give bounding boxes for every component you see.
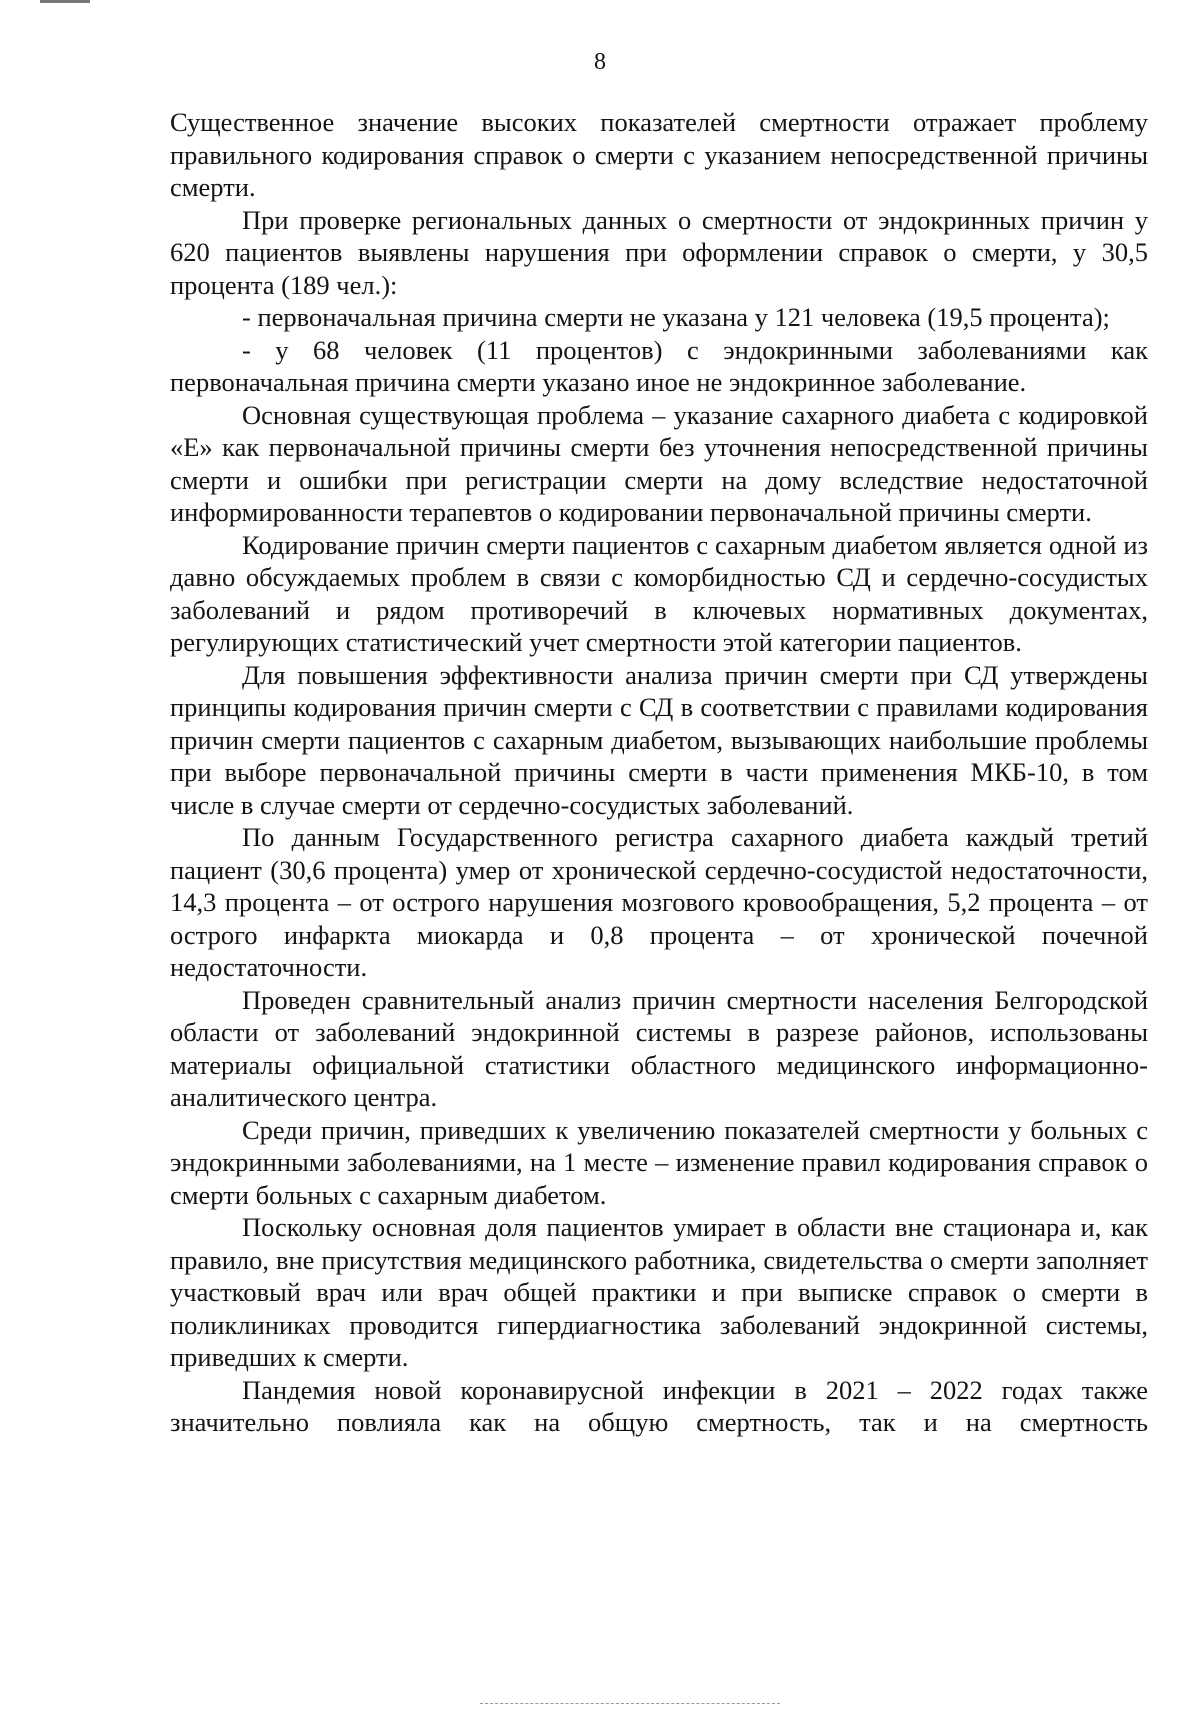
paragraph-9: Поскольку основная доля пациентов умирает в области вне стационара и, как правило, вне присутствия медицинского работника, свидетельства о смерти заполняет участковый врач или врач общей практики и при выписке справок о смерти в поликлиниках проводится гипердиагностика заболеваний эндокринной системы, приведших к смерти. — [170, 1212, 1148, 1372]
scan-edge-mark-bottom — [480, 1703, 780, 1706]
paragraph-4: Кодирование причин смерти пациентов с сахарным диабетом является одной из давно обсуждаемых проблем в связи с коморбидностью СД и сердечно-сосудистых заболеваний и рядом противоречий в ключевых нормативных документах, регулирующих статистический учет смертности этой категории пациентов. — [170, 529, 1148, 657]
paragraph-8: Среди причин, приведших к увеличению показателей смертности у больных с эндокринными заболеваниями, на 1 месте – изменение правил кодирования справок о смерти больных с сахарным диабетом. — [170, 1114, 1148, 1210]
list-item-1: - первоначальная причина смерти не указана у 121 человека (19,5 процента); — [242, 302, 1110, 332]
paragraph-3: Основная существующая проблема – указание сахарного диабета с кодировкой «Е» как первоначальной причины смерти без уточнения непосредственной причины смерти и ошибки при регистрации смерти на дому вследствие недостаточной информированности терапевтов о кодировании первоначальной причины смерти. — [170, 399, 1148, 527]
paragraph-5: Для повышения эффективности анализа причин смерти при СД утверждены принципы кодирования причин смерти с СД в соответствии с правилами кодирования причин смерти пациентов с сахарным диабетом, вызывающих наибольшие проблемы при выборе первоначальной причины смерти в части применения МКБ-10, в том числе в случае смерти от сердечно-сосудистых заболеваний. — [170, 659, 1148, 820]
scan-edge-mark — [40, 0, 90, 3]
paragraph-2: При проверке региональных данных о смертности от эндокринных причин у 620 пациентов выявлены нарушения при оформлении справок о смерти, у 30,5 процента (189 чел.): — [170, 204, 1148, 300]
paragraph-6: По данным Государственного регистра сахарного диабета каждый третий пациент (30,6 процента) умер от хронической сердечно-сосудистой недостаточности, 14,3 процента – от острого нарушения мозгового кровообращения, 5,2 процента – от острого инфаркта миокарда и 0,8 процента – от хронической почечной недостаточности. — [170, 822, 1148, 982]
page-number: 8 — [594, 49, 606, 75]
paragraph-1: Существенное значение высоких показателей смертности отражает проблему правильного кодирования справок о смерти с указанием непосредственной причины смерти. — [170, 107, 1148, 202]
document-body — [170, 106, 1148, 1439]
paragraph-10: Пандемия новой коронавирусной инфекции в 2021 – 2022 годах также значительно повлияла как на общую смертность, так и на смертность — [170, 1374, 1148, 1437]
list-item-2: - у 68 человек (11 процентов) с эндокринными заболеваниями как первоначальная причина смерти указано иное не эндокринное заболевание. — [170, 334, 1148, 397]
paragraph-7: Проведен сравнительный анализ причин смертности населения Белгородской области от заболеваний эндокринной системы в разрезе районов, использованы материалы официальной статистики областного медицинского информационно-аналитического центра. — [170, 984, 1148, 1112]
